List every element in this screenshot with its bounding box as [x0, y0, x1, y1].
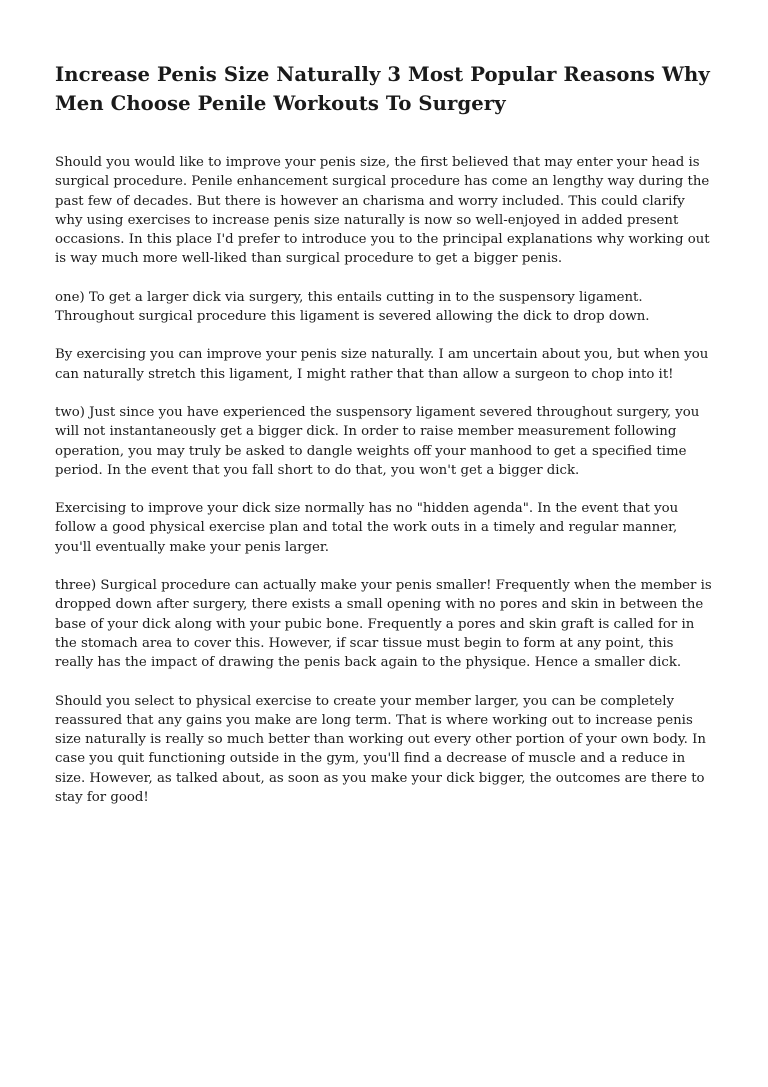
paragraph-reason-three: three) Surgical procedure can actually make your penis smaller! Frequently when the member is dropped down after surgery, there exists a small opening with no pores and skin in between the base of your dick along with your pubic bone. Frequently a pores and skin graft is called for in the stomach area to cover this. However, if scar tissue must begin to form at any point, this really has the impact of drawing the penis back again to the physique. Hence a smaller dick.	[55, 578, 712, 671]
paragraph-conclusion: Should you select to physical exercise to create your member larger, you can be completely reassured that any gains you make are long term. That is where working out to increase penis size naturally is really so much better than working out every other portion of your own body. In case you quit functioning outside in the gym, you'll find a decrease of muscle and a reduce in size. However, as talked about, as soon as you make your dick bigger, the outcomes are there to stay for good!	[55, 693, 706, 806]
paragraph-reason-two: two) Just since you have experienced the suspensory ligament severed throughout surgery, you will not instantaneously get a bigger dick. In order to raise member measurement following operation, you may truly be asked to dangle weights off your manhood to get a specified time period. In the event that you fall short to do that, you won't get a bigger dick.	[55, 404, 700, 478]
paragraph-intro: Should you would like to improve your penis size, the first believed that may enter your head is surgical procedure. Penile enhancement surgical procedure has come an lengthy way during the past few of decades. But there is however an charisma and worry included. This could clarify why using exercises to increase penis size naturally is now so well-enjoyed in added present occasions. In this place I'd prefer to introduce you to the principal explanations why working out is way much more well-liked than surgical procedure to get a bigger penis.	[55, 155, 710, 267]
document-title: Increase Penis Size Naturally 3 Most Popular Reasons Why Men Choose Penile Workouts To Surgery	[55, 63, 710, 115]
paragraph-reason-one: one) To get a larger dick via surgery, this entails cutting in to the suspensory ligament. Throughout surgical procedure this ligament is severed allowing the dick to drop down.	[55, 289, 650, 325]
paragraph-exercise-stretch: By exercising you can improve your penis size naturally. I am uncertain about you, but when you can naturally stretch this ligament, I might rather that than allow a surgeon to chop into it!	[55, 347, 709, 382]
paragraph-exercise-agenda: Exercising to improve your dick size normally has no "hidden agenda". In the event that you follow a good physical exercise plan and total the work outs in a timely and regular manner, you'll eventually make your penis larger.	[55, 501, 679, 555]
